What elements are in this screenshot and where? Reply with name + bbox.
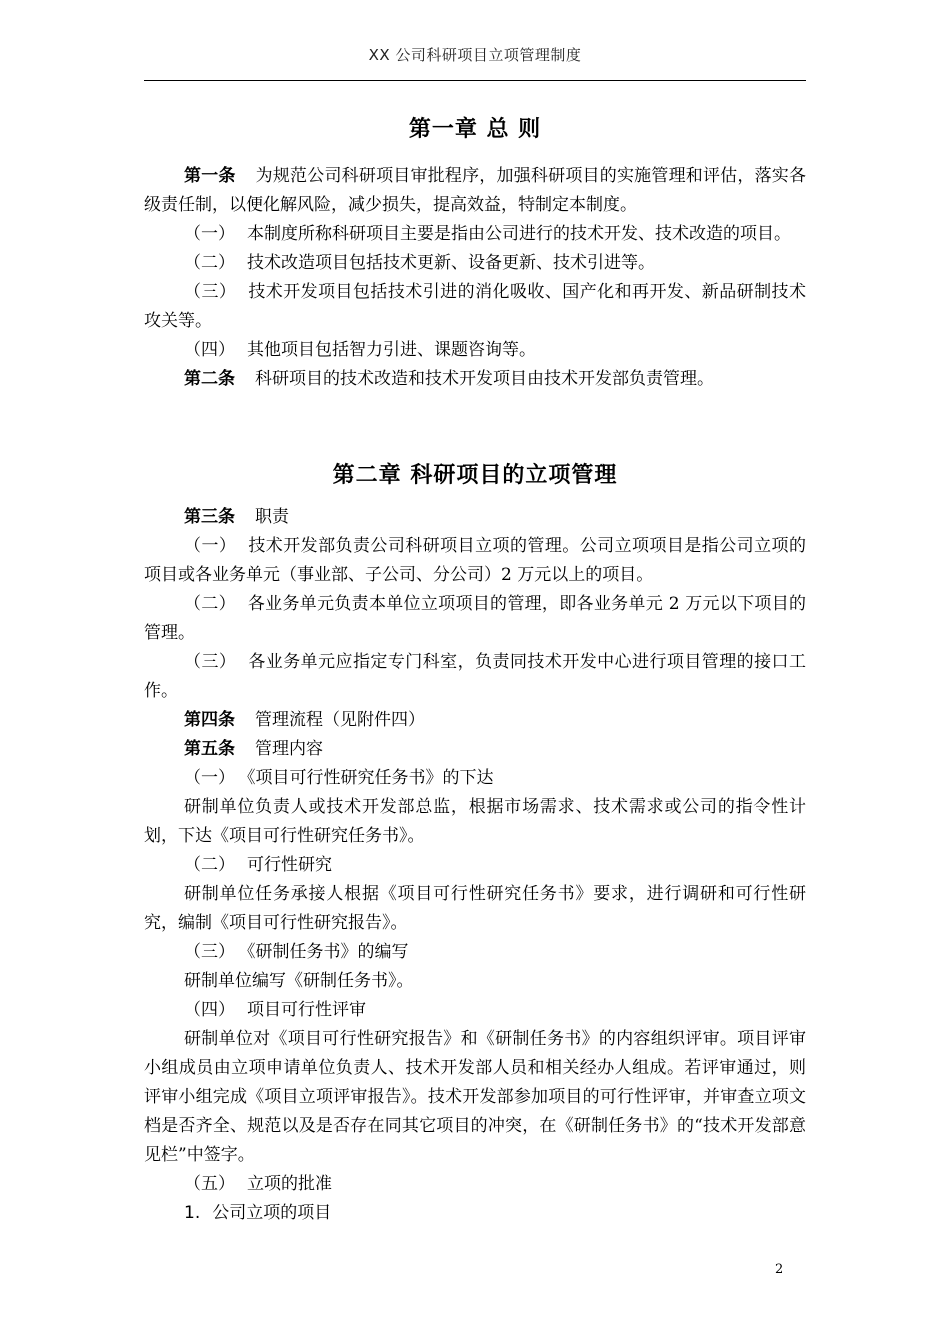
article-3-item-1 (144, 532, 806, 590)
sub-section-1-heading (144, 764, 806, 793)
item-marker: （二） (184, 253, 235, 273)
article-1-number: 第一条 (184, 166, 236, 186)
article-4-text: 管理流程（见附件四） (255, 710, 425, 730)
chapter-1-title: 第一章 总 则 (408, 117, 542, 142)
page-header-title: XX 公司科研项目立项管理制度 (368, 46, 582, 64)
item-marker: （二） (184, 855, 235, 875)
sub-section-3-heading (144, 938, 806, 967)
item-text: 各业务单元负责本单位立项项目的管理，即各业务单元 2 万元以下项目的管理。 (144, 594, 806, 643)
item-marker: （三） (184, 652, 237, 672)
sub-section-1-body: 研制单位负责人或技术开发部总监，根据市场需求、技术需求或公司的指令性计划，下达《项目可行性研究任务书》。 (144, 797, 806, 846)
item-text: 《项目可行性研究任务书》的下达 (247, 768, 494, 788)
item-text: 技术开发部负责公司科研项目立项的管理。公司立项项目是指公司立项的项目或各业务单元（事业部、子公司、分公司）2 万元以上的项目。 (144, 536, 807, 585)
article-5 (144, 735, 806, 764)
sub-section-5-heading (144, 1170, 806, 1199)
item-marker: （四） (184, 1000, 235, 1020)
item-marker: （四） (184, 340, 235, 360)
article-5-text: 管理内容 (255, 739, 323, 759)
chapter-1-item-3 (144, 278, 806, 336)
article-5-number: 第五条 (184, 739, 235, 759)
article-3-item-3 (144, 648, 806, 706)
chapter-2-body (144, 503, 806, 1228)
item-marker: （三） (184, 942, 235, 962)
item-text: 技术开发项目包括技术引进的消化吸收、国产化和再开发、新品研制技术攻关等。 (144, 282, 807, 331)
item-text: 《研制任务书》的编写 (247, 942, 409, 962)
item-marker: （五） (184, 1174, 235, 1194)
item-text: 立项的批准 (247, 1174, 332, 1194)
item-marker: （一） (184, 768, 235, 788)
chapter-1-item-2 (144, 249, 806, 278)
item-number: 1. (184, 1203, 201, 1223)
article-2-text: 科研项目的技术改造和技术开发项目由技术开发部负责管理。 (255, 369, 714, 389)
page-number: 2 (775, 1262, 784, 1277)
item-text: 各业务单元应指定专门科室，负责同技术开发中心进行项目管理的接口工作。 (144, 652, 807, 701)
item-text: 技术改造项目包括技术更新、设备更新、技术引进等。 (247, 253, 655, 273)
article-3-number: 第三条 (184, 507, 235, 527)
item-text: 可行性研究 (247, 855, 332, 875)
item-marker: （三） (184, 282, 237, 302)
item-marker: （二） (184, 594, 236, 614)
article-2-number: 第二条 (184, 369, 235, 389)
article-1 (144, 162, 806, 220)
header-divider (144, 80, 806, 81)
chapter-1-body (144, 162, 806, 394)
item-text: 其他项目包括智力引进、课题咨询等。 (247, 340, 536, 360)
numbered-item-1 (144, 1199, 806, 1228)
sub-section-4-heading (144, 996, 806, 1025)
article-4-number: 第四条 (184, 710, 235, 730)
article-2 (144, 365, 806, 394)
article-1-text: 为规范公司科研项目审批程序，加强科研项目的实施管理和评估，落实各级责任制，以便化解风险，减少损失，提高效益，特制定本制度。 (144, 166, 807, 215)
article-3-item-2 (144, 590, 806, 648)
sub-section-3-body: 研制单位编写《研制任务书》。 (184, 971, 414, 991)
sub-section-2-body: 研制单位任务承接人根据《项目可行性研究任务书》要求，进行调研和可行性研究，编制《项目可行性研究报告》。 (144, 884, 806, 933)
item-marker: （一） (184, 224, 235, 244)
article-4 (144, 706, 806, 735)
sub-section-4-body: 研制单位对《项目可行性研究报告》和《研制任务书》的内容组织评审。项目评审小组成员由立项申请单位负责人、技术开发部人员和相关经办人组成。若评审通过，则评审小组完成《项目立项评审报告》。技术开发部参加项目的可行性评审，并审查立项文档是否齐全、规范以及是否存在同其它项目的冲突，在《研制任务书》的“技术开发部意见栏”中签字。 (144, 1029, 806, 1165)
item-text: 本制度所称科研项目主要是指由公司进行的技术开发、技术改造的项目。 (247, 224, 791, 244)
chapter-1-item-1 (144, 220, 806, 249)
chapter-2-title: 第二章 科研项目的立项管理 (332, 463, 618, 488)
item-text: 公司立项的项目 (212, 1203, 332, 1223)
article-3-text: 职责 (255, 507, 289, 527)
chapter-1-item-4 (144, 336, 806, 365)
sub-section-2-heading (144, 851, 806, 880)
item-marker: （一） (184, 536, 237, 556)
article-3 (144, 503, 806, 532)
item-text: 项目可行性评审 (247, 1000, 366, 1020)
